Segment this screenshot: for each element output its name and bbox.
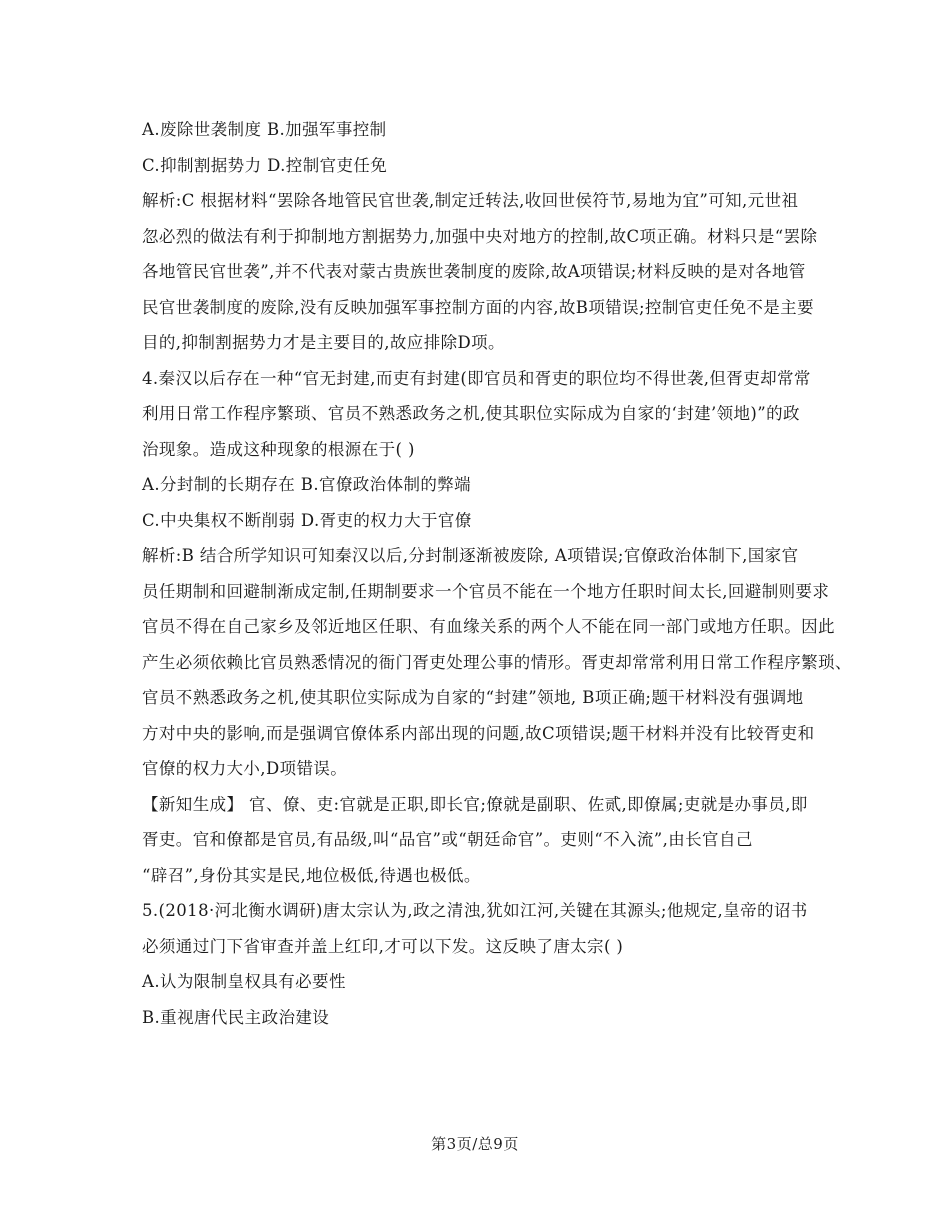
text-line: 5.(2018·河北衡水调研)唐太宗认为,政之清浊,犹如江河,关键在其源头;他规定,皇帝的诏书 bbox=[142, 901, 808, 920]
text-line: “辟召”,身份其实是民,地位极低,待遇也极低。 bbox=[142, 865, 481, 885]
text-line: 产生必须依赖比官员熟悉情况的衙门胥吏处理公事的情形。胥吏却常常利用日常工作程序繁琐、 bbox=[142, 652, 852, 672]
text-line: C.中央集权不断削弱 D.胥吏的权力大于官僚 bbox=[142, 510, 472, 530]
text-line: 【新知生成】 官、僚、吏:官就是正职,即长官;僚就是副职、佐贰,即僚属;吏就是办事员,即 bbox=[142, 794, 808, 814]
text-line: A.废除世袭制度 B.加强军事控制 bbox=[142, 120, 387, 139]
text-line: 民官世袭制度的废除,没有反映加强军事控制方面的内容,故B项错误;控制官吏任免不是主要 bbox=[142, 297, 814, 317]
text-line: 利用日常工作程序繁琐、官员不熟悉政务之机,使其职位实际成为自家的‘封建’领地)”的政 bbox=[142, 404, 800, 423]
text-line: 必须通过门下省审查并盖上红印,才可以下发。这反映了唐太宗( ) bbox=[142, 936, 624, 956]
text-line: 解析:C 根据材料“罢除各地管民官世袭,制定迁转法,收回世侯符节,易地为宜”可知,元世祖 bbox=[142, 191, 799, 210]
text-line: B.重视唐代民主政治建设 bbox=[142, 1007, 330, 1027]
text-line: 目的,抑制割据势力才是主要目的,故应排除D项。 bbox=[142, 333, 505, 352]
text-line: 治现象。造成这种现象的根源在于( ) bbox=[142, 439, 415, 459]
text-line: 解析:B 结合所学知识可知秦汉以后,分封制逐渐被废除, A项错误;官僚政治体制下,国家官 bbox=[142, 546, 799, 565]
text-line: 忽必烈的做法有利于抑制地方割据势力,加强中央对地方的控制,故C项正确。材料只是“罢除 bbox=[142, 226, 818, 246]
page-content bbox=[142, 112, 852, 1035]
text-line: 方对中央的影响,而是强调官僚体系内部出现的问题,故C项错误;题干材料并没有比较胥吏和 bbox=[142, 723, 815, 743]
text-line: C.抑制割据势力 D.控制官吏任免 bbox=[142, 155, 388, 175]
text-line: 胥吏。官和僚都是官员,有品级,叫“品官”或“朝廷命官”。吏则“不入流”,由长官自己 bbox=[142, 830, 753, 849]
text-line: 各地管民官世袭”,并不代表对蒙古贵族世袭制度的废除,故A项错误;材料反映的是对各地管 bbox=[142, 262, 806, 281]
page-footer: 第3页/总9页 bbox=[431, 1135, 519, 1153]
text-line: 官僚的权力大小,D项错误。 bbox=[142, 759, 348, 778]
text-line: 4.秦汉以后存在一种“官无封建,而吏有封建(即官员和胥吏的职位均不得世袭,但胥吏却常常 bbox=[142, 368, 811, 388]
text-line: A.分封制的长期存在 B.官僚政治体制的弊端 bbox=[142, 475, 472, 494]
text-line: 员任期制和回避制渐成定制,任期制要求一个官员不能在一个地方任职时间太长,回避制则要求 bbox=[142, 581, 830, 601]
text-line: 官员不熟悉政务之机,使其职位实际成为自家的“封建”领地, B项正确;题干材料没有强调地 bbox=[142, 688, 804, 707]
text-line: A.认为限制皇权具有必要性 bbox=[142, 972, 346, 991]
text-line: 官员不得在自己家乡及邻近地区任职、有血缘关系的两个人不能在同一部门或地方任职。因此 bbox=[142, 617, 835, 636]
